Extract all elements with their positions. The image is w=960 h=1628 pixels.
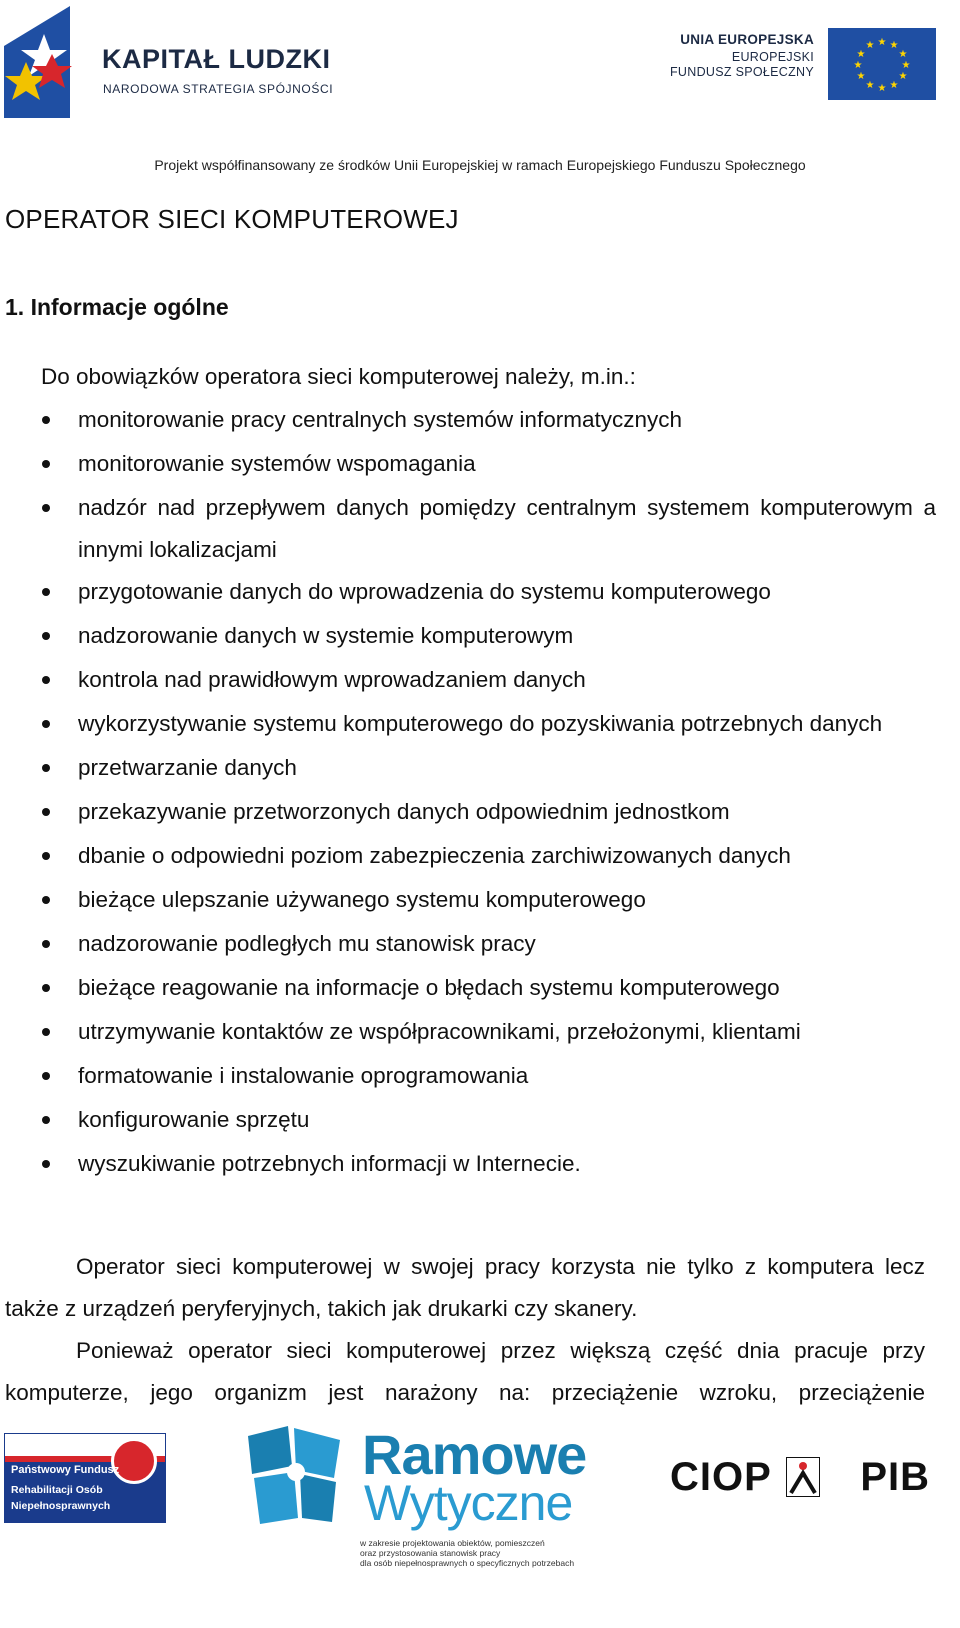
- list-item-text: wykorzystywanie systemu komputerowego do pozyskiwania potrzebnych danych: [78, 711, 883, 736]
- wytyczne-title: Wytyczne: [364, 1475, 573, 1531]
- list-item-text: bieżące ulepszanie używanego systemu komputerowego: [78, 887, 646, 912]
- bullet-icon: [42, 504, 50, 512]
- ramowe-subtitle-line-3: dla osób niepełnosprawnych o specyficznych potrzebach: [360, 1558, 575, 1568]
- list-item-text: nadzór nad przepływem danych pomiędzy centralnym systemem komputerowym a innymi lokalizacjami: [78, 495, 936, 562]
- eu-line-3: FUNDUSZ SPOŁECZNY: [669, 65, 814, 79]
- ciop-pib-logo: [670, 1455, 930, 1499]
- bullet-icon: [42, 632, 50, 640]
- bullet-icon: [42, 984, 50, 992]
- bullet-icon: [42, 588, 50, 596]
- eu-line-2: EUROPEJSKI: [731, 50, 814, 64]
- list-item: [0, 443, 960, 487]
- bullet-icon: [42, 808, 50, 816]
- kapital-ludzki-title: KAPITAŁ LUDZKI: [102, 44, 331, 74]
- bullet-icon: [42, 416, 50, 424]
- ramowe-subtitle: [360, 1538, 574, 1568]
- svg-text:★: ★: [853, 60, 863, 71]
- eu-logo-text: [670, 32, 814, 79]
- eu-flag-icon: [828, 28, 936, 100]
- list-item: [0, 967, 960, 1011]
- list-item: [0, 791, 960, 835]
- list-item: [0, 615, 960, 659]
- ramowe-wytyczne-emblem-icon: [248, 1426, 346, 1526]
- list-item-text: nadzorowanie danych w systemie komputerowym: [78, 623, 574, 648]
- bullet-icon: [42, 1072, 50, 1080]
- bullet-icon: [42, 676, 50, 684]
- bullet-icon: [42, 764, 50, 772]
- eu-logo: [636, 28, 936, 100]
- pib-text: PIB: [860, 1455, 930, 1499]
- list-item: [0, 1055, 960, 1099]
- list-item: [0, 835, 960, 879]
- list-item-text: przygotowanie danych do wprowadzenia do systemu komputerowego: [78, 579, 771, 604]
- intro-text: Do obowiązków operatora sieci komputerowej należy, m.in.:: [41, 364, 636, 389]
- svg-text:★: ★: [889, 40, 899, 51]
- list-item-text: monitorowanie pracy centralnych systemów informatycznych: [78, 407, 682, 432]
- list-item-text: kontrola nad prawidłowym wprowadzaniem danych: [78, 667, 586, 692]
- list-item: [0, 703, 960, 747]
- ciop-text: CIOP: [670, 1455, 772, 1499]
- bullet-icon: [42, 1116, 50, 1124]
- duties-list: [0, 399, 960, 1187]
- bullet-icon: [42, 896, 50, 904]
- bullet-icon: [42, 460, 50, 468]
- list-item-text: utrzymywanie kontaktów ze współpracownikami, przełożonymi, klientami: [78, 1019, 801, 1044]
- svg-text:★: ★: [856, 71, 866, 82]
- list-item-text: wyszukiwanie potrzebnych informacji w Internecie.: [78, 1151, 581, 1176]
- pfron-line-3: Niepełnosprawnych: [11, 1500, 111, 1512]
- kapital-ludzki-star-icon: [4, 6, 84, 118]
- list-item-text: konfigurowanie sprzętu: [78, 1107, 310, 1132]
- list-item: [0, 1011, 960, 1055]
- ramowe-subtitle-line-2: oraz przystosowania stanowisk pracy: [360, 1548, 501, 1558]
- section-heading: 1. Informacje ogólne: [5, 294, 229, 320]
- document-title: OPERATOR SIECI KOMPUTEROWEJ: [5, 204, 459, 234]
- list-item: [0, 1099, 960, 1143]
- page-header: [0, 0, 960, 190]
- svg-text:★: ★: [865, 80, 875, 91]
- cofinancing-note: Projekt współfinansowany ze środków Unii Europejskiej w ramach Europejskiego Funduszu Społecznego: [154, 157, 806, 173]
- list-item-text: przekazywanie przetworzonych danych odpowiednim jednostkom: [78, 799, 730, 824]
- ramowe-subtitle-line-1: w zakresie projektowania obiektów, pomieszczeń: [360, 1538, 545, 1548]
- ramowe-wytyczne-logo: [248, 1423, 608, 1568]
- svg-text:★: ★: [898, 71, 908, 82]
- list-item-text: formatowanie i instalowanie oprogramowania: [78, 1063, 529, 1088]
- list-item-text: bieżące reagowanie na informacje o błędach systemu komputerowego: [78, 975, 780, 1000]
- bullet-icon: [42, 1160, 50, 1168]
- list-item: [0, 1143, 960, 1187]
- list-item: [0, 747, 960, 791]
- svg-text:★: ★: [889, 80, 899, 91]
- list-item: [0, 487, 960, 571]
- list-item: [0, 879, 960, 923]
- list-item-text: dbanie o odpowiedni poziom zabezpieczenia zarchiwizowanych danych: [78, 843, 791, 868]
- list-item-text: przetwarzanie danych: [78, 755, 297, 780]
- list-item: [0, 659, 960, 703]
- svg-text:★: ★: [856, 49, 866, 60]
- list-item-text: nadzorowanie podległych mu stanowisk pracy: [78, 931, 536, 956]
- bullet-icon: [42, 852, 50, 860]
- eu-line-1: UNIA EUROPEJSKA: [680, 32, 814, 47]
- list-item: [0, 923, 960, 967]
- paragraph-health: Ponieważ operator sieci komputerowej przez większą część dnia pracuje przy komputerze, jego organizm jest narażony na: przeciążenie wzroku, przeciążenie: [5, 1337, 925, 1405]
- pfron-circle-icon: [111, 1438, 157, 1484]
- pfron-logo: [4, 1433, 166, 1523]
- bullet-icon: [42, 940, 50, 948]
- bullet-icon: [42, 1028, 50, 1036]
- svg-text:★: ★: [877, 83, 887, 94]
- svg-text:★: ★: [901, 60, 911, 71]
- svg-text:★: ★: [898, 49, 908, 60]
- list-item: [0, 571, 960, 615]
- list-item-text: monitorowanie systemów wspomagania: [78, 451, 476, 476]
- svg-text:★: ★: [865, 40, 875, 51]
- kapital-ludzki-logo: [4, 6, 344, 118]
- bullet-icon: [42, 720, 50, 728]
- svg-text:★: ★: [877, 37, 887, 48]
- list-item: [0, 399, 960, 443]
- pfron-line-1: Państwowy Fundusz: [11, 1464, 120, 1476]
- pfron-line-2: Rehabilitacji Osób: [11, 1484, 103, 1496]
- paragraph-peripherals: Operator sieci komputerowej w swojej pracy korzysta nie tylko z komputera lecz także z urządzeń peryferyjnych, takich jak drukarki czy skanery.: [5, 1253, 925, 1321]
- ramowe-title: Ramowe: [362, 1423, 587, 1486]
- kapital-ludzki-subtitle: NARODOWA STRATEGIA SPÓJNOŚCI: [103, 82, 334, 96]
- ciop-figure-icon: [786, 1457, 820, 1497]
